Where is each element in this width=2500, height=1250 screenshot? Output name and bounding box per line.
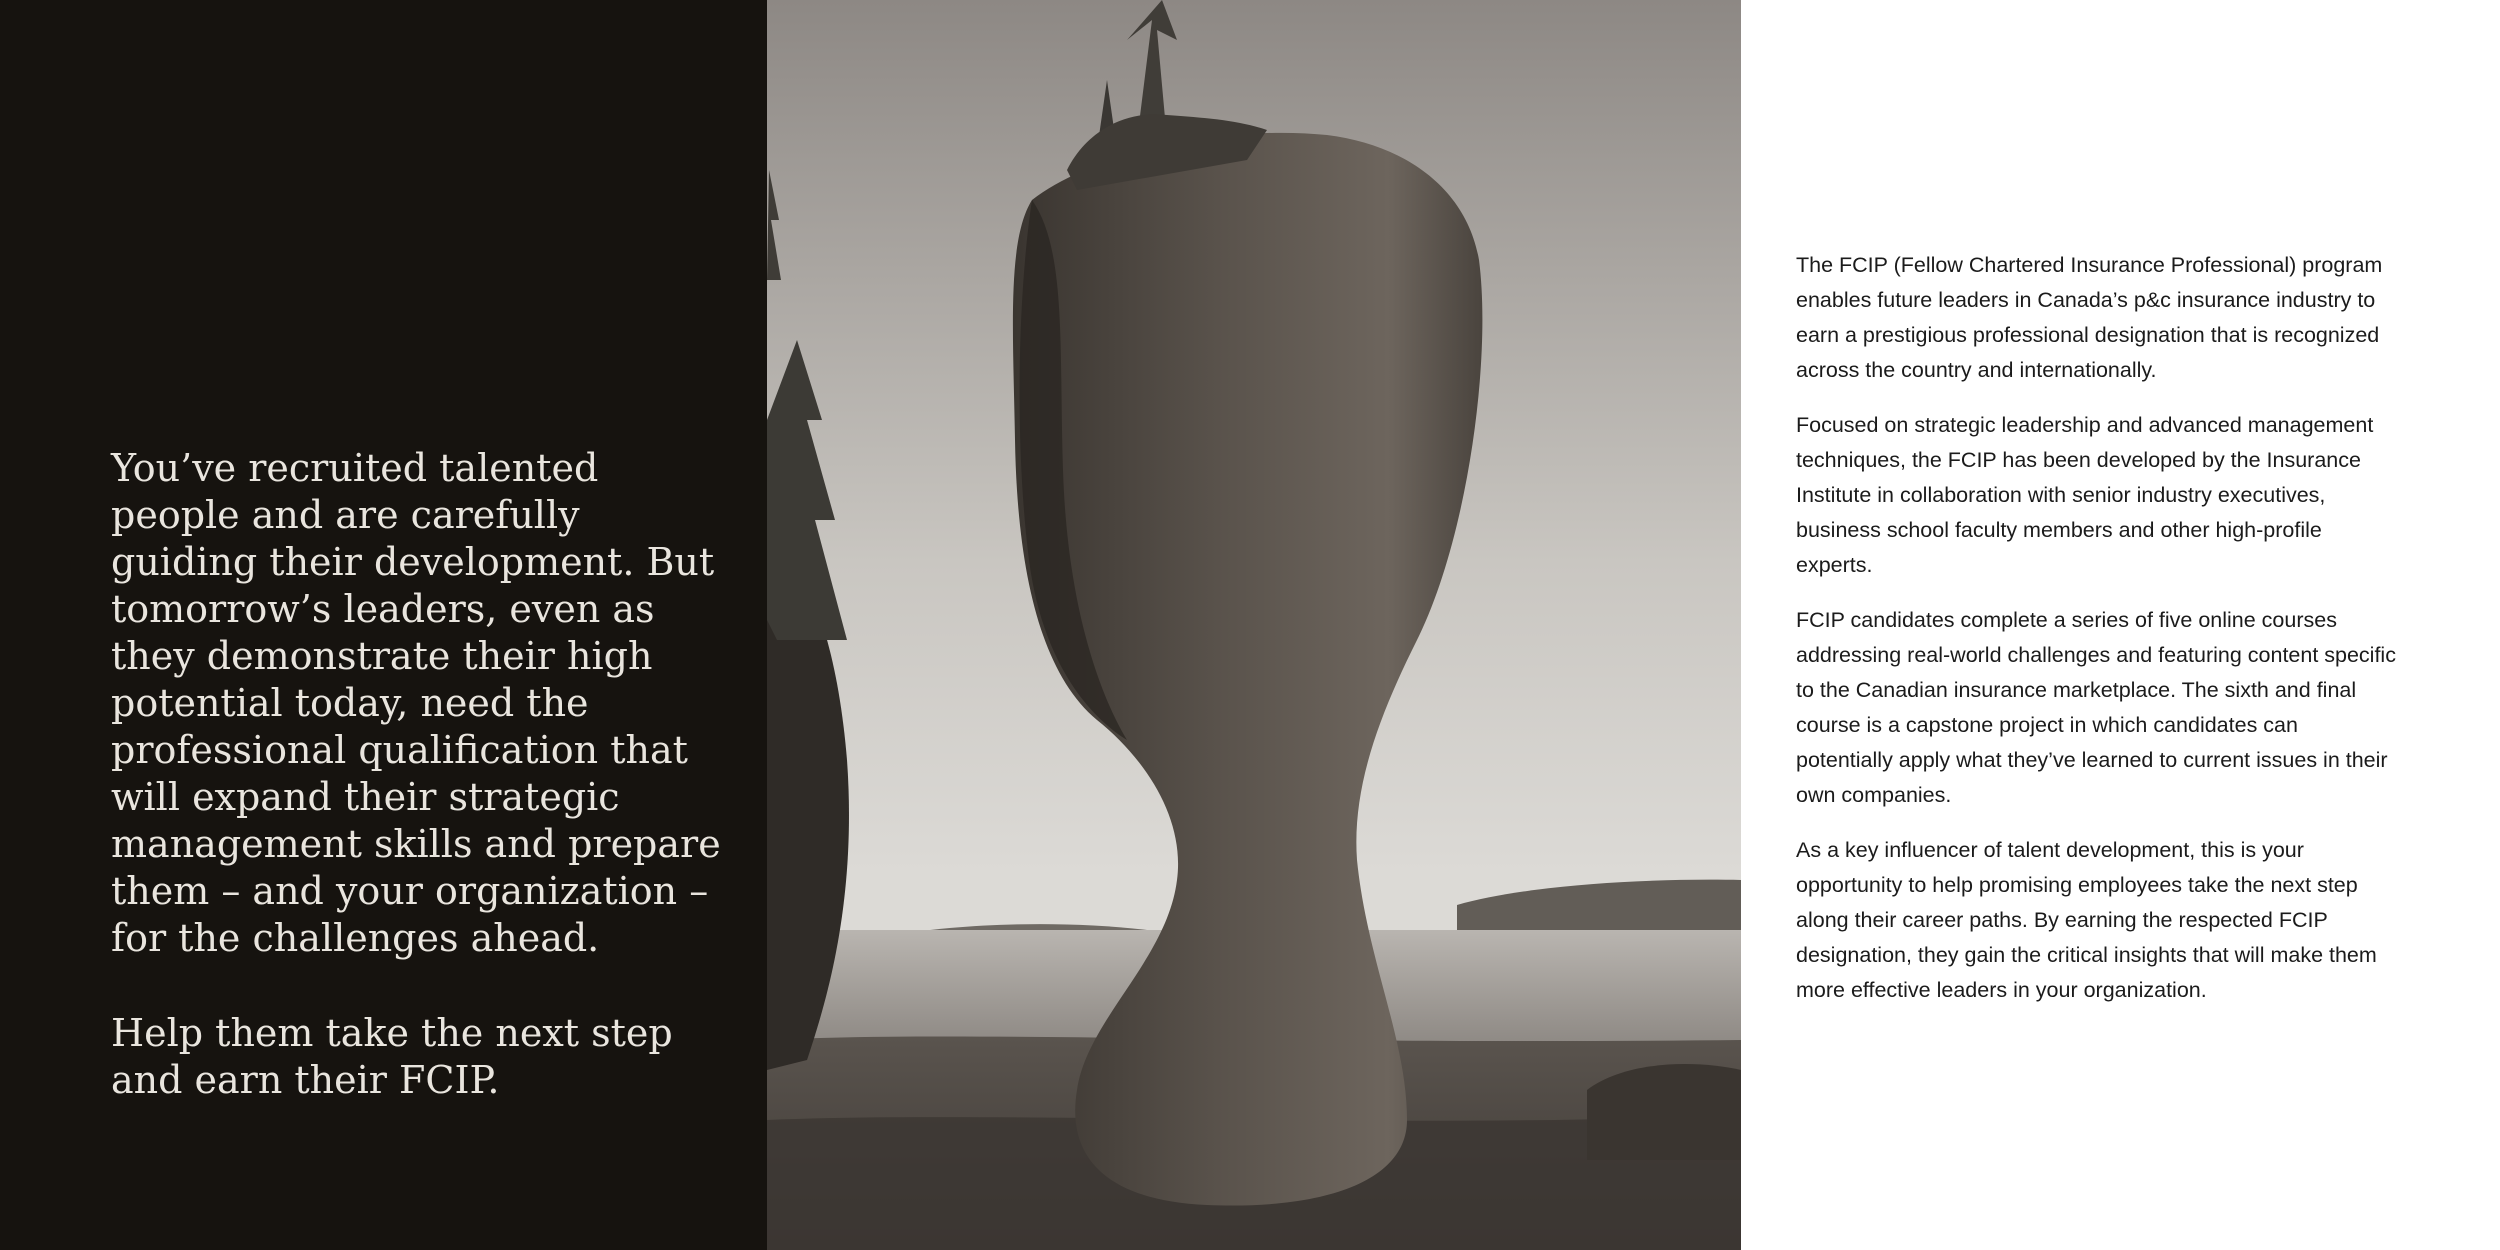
paragraph-fcip-overview: The FCIP (Fellow Chartered Insurance Professional) program enables future leaders in Canada’s p&c insurance industry to earn a prestigious professional designation that is recognized across the country and internationally. bbox=[1796, 253, 2383, 382]
body-copy bbox=[1796, 248, 2396, 1028]
paragraph-strategic-focus: Focused on strategic leadership and advanced management techniques, the FCIP has been developed by the Insurance Institute in collaboration with senior industry executives, business school faculty members and other high-profile experts. bbox=[1796, 413, 2374, 577]
headline-block bbox=[111, 445, 731, 1104]
paragraph-course-structure: FCIP candidates complete a series of five online courses addressing real-world challenges and featuring content specific to the Canadian insurance marketplace. The sixth and final course is a capstone project in which candidates can potentially apply what they’ve learned to current issues in their own companies. bbox=[1796, 608, 2396, 807]
hoodoo-rock-illustration bbox=[767, 0, 1741, 1250]
hoodoo-rock-photo bbox=[767, 0, 1741, 1250]
left-dark-panel bbox=[0, 0, 767, 1250]
paragraph-talent-development: As a key influencer of talent development, this is your opportunity to help promising employees take the next step along their career paths. By earning the respected FCIP designation, they gain the critical insights that will make them more effective leaders in your organization. bbox=[1796, 838, 2377, 1002]
call-to-action-text: Help them take the next step and earn their FCIP. bbox=[111, 1011, 673, 1102]
right-text-panel bbox=[1741, 0, 2500, 1250]
headline-text: You’ve recruited talented people and are carefully guiding their development. But tomorrow’s leaders, even as they demonstrate their high potential today, need the professional qualification that will expand their strategic management skills and prepare them – and your organization – for the challenges ahead. bbox=[111, 446, 721, 960]
